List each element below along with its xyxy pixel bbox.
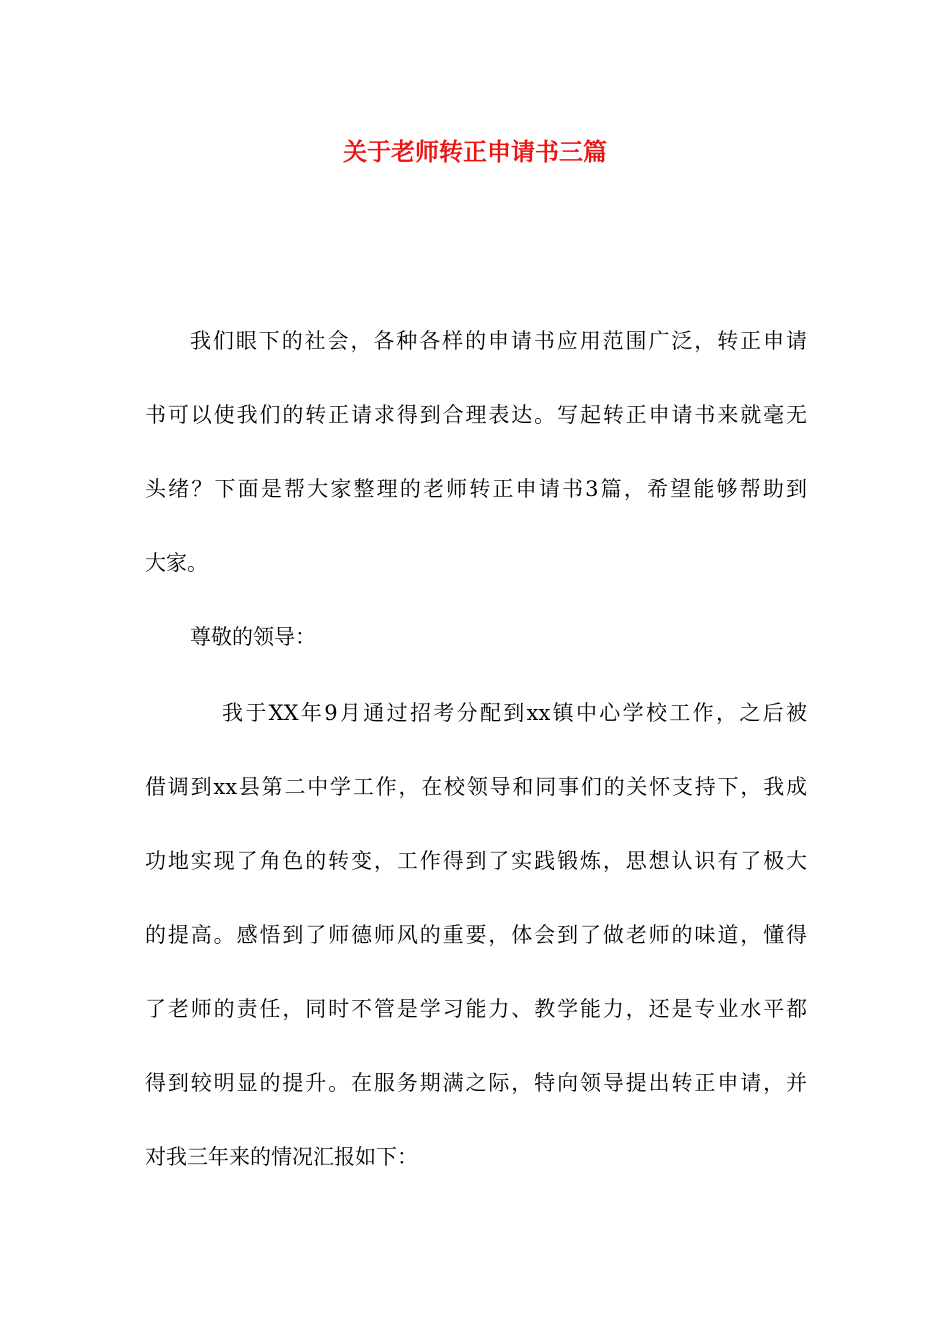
paragraph-line: 对我三年来的情况汇报如下： [145, 1145, 418, 1169]
paragraph-line: 的提高。感悟到了师德师风的重要，体会到了做老师的味道，懂得 [145, 923, 807, 947]
paragraph-line: 我于XX年9月通过招考分配到xx镇中心学校工作，之后被 [222, 701, 807, 725]
paragraph-line: 我们眼下的社会，各种各样的申请书应用范围广泛，转正申请 [190, 329, 807, 353]
document-title: 关于老师转正申请书三篇 [343, 138, 607, 166]
salutation: 尊敬的领导： [190, 625, 316, 649]
paragraph-line: 了老师的责任，同时不管是学习能力、教学能力，还是专业水平都 [145, 997, 807, 1021]
paragraph-line: 借调到xx县第二中学工作，在校领导和同事们的关怀支持下，我成 [145, 775, 807, 799]
paragraph-line: 大家。 [145, 551, 208, 575]
paragraph-line: 得到较明显的提升。在服务期满之际，特向领导提出转正申请，并 [145, 1071, 807, 1095]
paragraph-line: 头绪？下面是帮大家整理的老师转正申请书3篇，希望能够帮助到 [145, 477, 807, 501]
paragraph-line: 功地实现了角色的转变，工作得到了实践锻炼，思想认识有了极大 [145, 849, 807, 873]
paragraph-line: 书可以使我们的转正请求得到合理表达。写起转正申请书来就毫无 [145, 403, 807, 427]
